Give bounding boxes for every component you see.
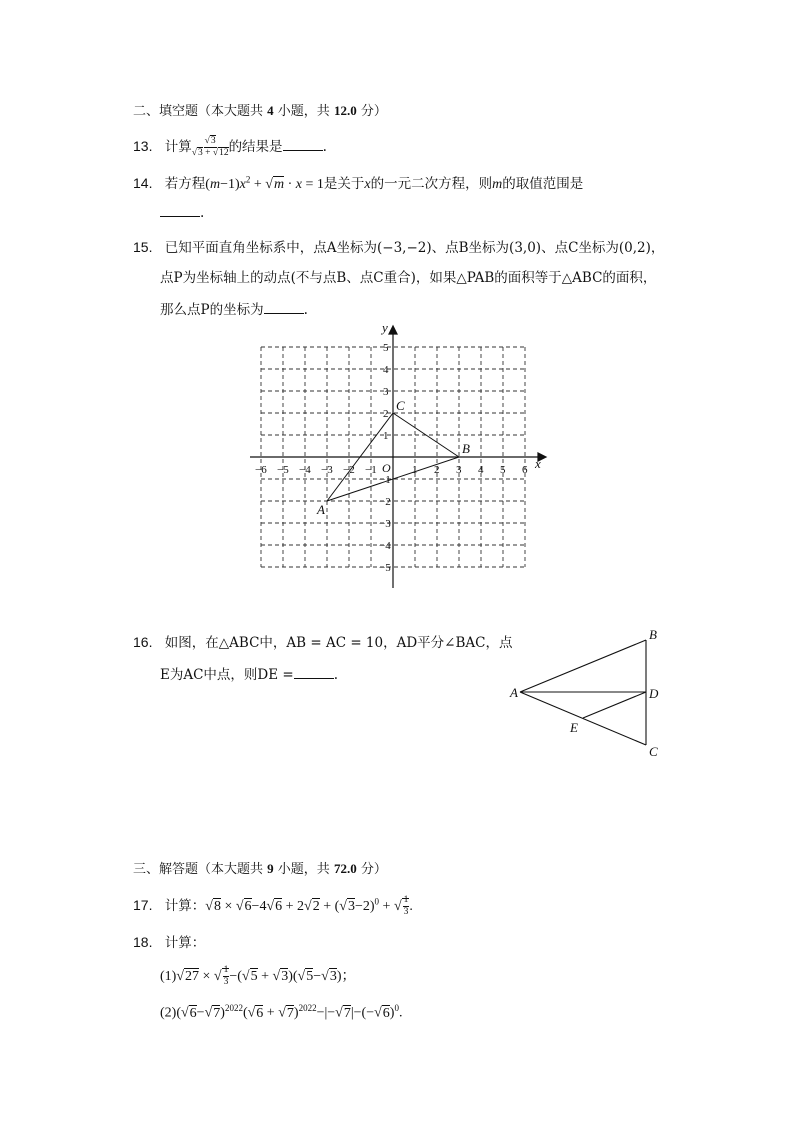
y-tick-label: 2 [383, 408, 389, 420]
segment-ab [520, 640, 646, 692]
question-text: E为AC中点，则DE = [160, 667, 294, 683]
y-tick-label: −5 [379, 562, 391, 574]
question-text: 的取值范围是 [502, 176, 584, 192]
point-c-label: C [396, 398, 405, 413]
section-three-suffix: 分） [360, 862, 387, 877]
question-end: . [200, 205, 205, 221]
question-text: 点P为坐标轴上的动点(不与点B、点C重合)，如果△PAB的面积等于△ABC的面积， [160, 270, 657, 286]
question-18-part-2: $(2)(√6-√7)^{2022}(√6 + √7)^{2022}-|-√7|-(-√6)^0$. [160, 1003, 403, 1021]
question-15-line3 [160, 298, 308, 318]
x-tick-labels [255, 464, 528, 476]
question-text: 是关于 [323, 176, 365, 192]
question-text: 已知平面直角坐标系中，点A坐标为(−3,−2)、点B坐标为(3,0)、点C坐标为(0,2)， [164, 240, 665, 256]
question-end: . [303, 302, 308, 318]
question-end: . [333, 667, 339, 683]
x-tick-label: −6 [255, 464, 267, 476]
x-tick-label: −3 [321, 464, 333, 476]
x-tick-label: −1 [365, 464, 377, 476]
question-15 [133, 236, 664, 256]
var-x: x [364, 177, 371, 192]
answer-blank [160, 203, 200, 217]
y-tick-labels [379, 342, 391, 574]
question-13 [133, 135, 327, 159]
section-two-suffix: 分） [360, 104, 387, 119]
question-17 [133, 894, 413, 918]
y-axis-arrow [389, 326, 397, 334]
section-two-prefix: 二、填空题（本大题共 [133, 104, 264, 119]
section-two-header [133, 100, 387, 119]
question-14-line2 [160, 203, 204, 221]
section-two-count: 4 [267, 103, 274, 118]
question-text: 计算： [164, 898, 206, 914]
point-b-label: B [462, 441, 470, 456]
point-b-label: B [649, 627, 657, 642]
question-16-line2 [160, 663, 338, 683]
question-16 [133, 631, 513, 651]
section-three-count: 9 [267, 861, 274, 876]
x-tick-label: 3 [456, 464, 462, 476]
x-tick-label: −5 [277, 464, 289, 476]
answer-blank [264, 300, 304, 314]
answer-blank [283, 137, 323, 151]
x-tick-label: 6 [522, 464, 528, 476]
x-axis-label: x [535, 456, 541, 471]
y-tick-label: −1 [379, 474, 391, 486]
question-number: 18. [133, 934, 153, 950]
y-tick-label: 3 [383, 386, 389, 398]
equation: $(m-1)x^2 + √m \cdot x = 1$ [205, 174, 324, 192]
y-axis-label: y [382, 320, 388, 335]
expression: $√8 \times √6-4√6 + 2√2 + (√3-2)^0$ + √ $\frac{1}{3}$ . [205, 895, 413, 918]
section-three-header [133, 858, 387, 877]
question-14 [133, 172, 583, 193]
question-number: 13. [133, 138, 153, 154]
question-end: . [322, 139, 327, 155]
question-text: 如图，在△ABC中，AB = AC = 10，AD平分∠BAC，点 [164, 635, 513, 651]
question-text: 的结果是 [228, 139, 283, 155]
y-tick-label: 4 [383, 364, 389, 376]
question-number: 17. [133, 897, 153, 913]
x-tick-label: −4 [299, 464, 311, 476]
y-tick-label: −3 [379, 518, 391, 530]
x-tick-label: 2 [434, 464, 440, 476]
question-number: 16. [133, 634, 153, 650]
question-text: 的一元二次方程，则 [370, 176, 493, 192]
point-a-label: A [317, 502, 325, 517]
origin-label: O [382, 461, 391, 475]
section-three-score: 72.0 [333, 861, 357, 876]
point-e-label: E [570, 720, 578, 735]
question-number: 15. [133, 239, 153, 255]
y-tick-label: −2 [379, 496, 391, 508]
x-tick-label: 1 [412, 464, 418, 476]
fraction: $\frac{√3}{√3 + √12}$ [191, 136, 229, 158]
y-tick-label: 5 [383, 342, 389, 354]
point-c-label: C [649, 744, 658, 759]
x-tick-label: −2 [343, 464, 355, 476]
point-a-label: A [510, 685, 518, 700]
point-d-label: D [649, 686, 659, 701]
question-text: 若方程 [164, 176, 206, 192]
question-text: 计算： [164, 935, 206, 951]
section-two-mid: 小题，共 [277, 104, 330, 119]
answer-blank [294, 665, 334, 679]
y-tick-label: 1 [383, 430, 389, 442]
question-number: 14. [133, 175, 153, 191]
coordinate-grid-figure [240, 318, 555, 593]
section-two-score: 12.0 [333, 103, 357, 118]
triangle-figure [505, 622, 670, 764]
question-text: 那么点P的坐标为 [160, 302, 264, 318]
x-tick-label: 4 [478, 464, 484, 476]
section-three-prefix: 三、解答题（本大题共 [133, 862, 264, 877]
y-tick-label: −4 [379, 540, 391, 552]
segment-de [583, 692, 646, 718]
section-three-mid: 小题，共 [277, 862, 330, 877]
question-18 [133, 931, 205, 951]
question-18-part-1: (1)√27 × √ $\frac{1}{3}$ −(√5 + √3)(√5−√3)； [160, 965, 356, 988]
question-text: 计算 [164, 139, 192, 155]
x-tick-label: 5 [500, 464, 506, 476]
var-m: m [492, 177, 503, 192]
